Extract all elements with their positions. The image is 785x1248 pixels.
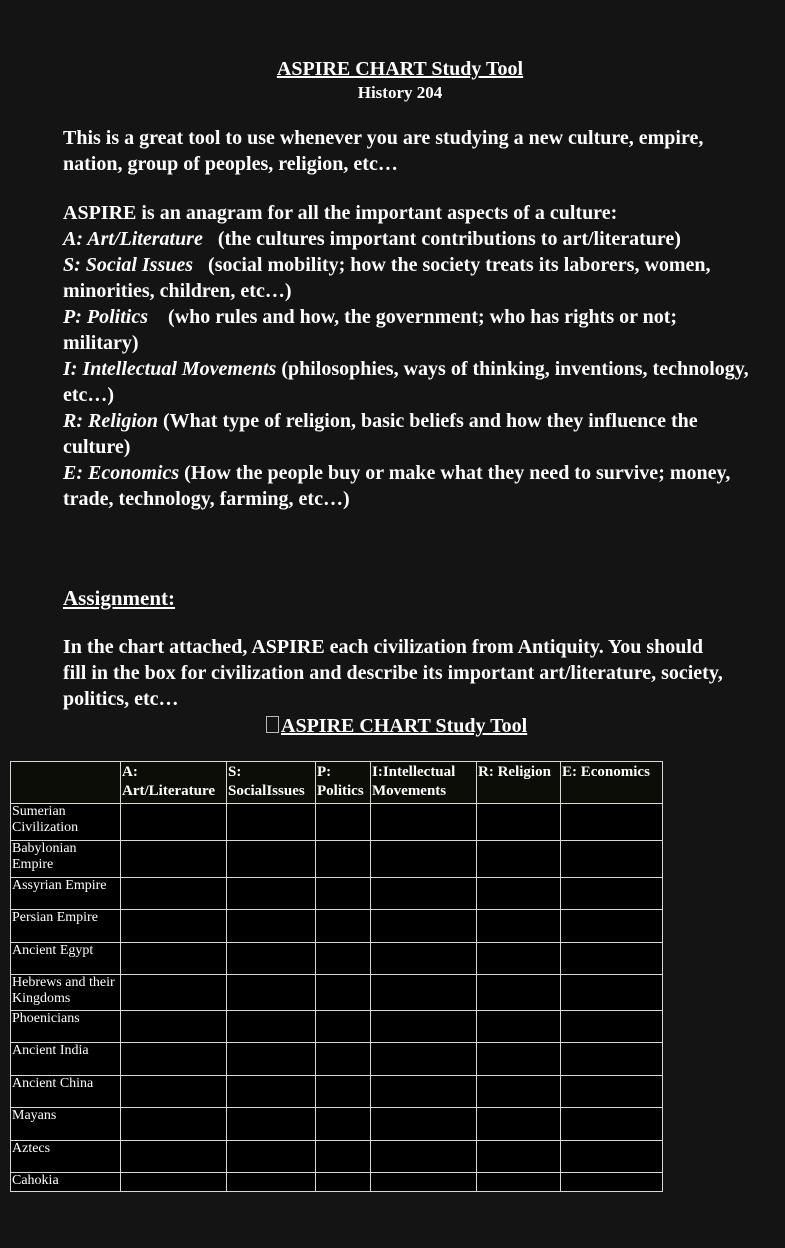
- table-cell[interactable]: [227, 1076, 316, 1108]
- aspire-desc: (philosophies, ways of thinking, inventions, technology, etc…): [63, 358, 749, 406]
- row-header: Babylonian Empire: [11, 841, 121, 878]
- table-cell[interactable]: [227, 1141, 316, 1173]
- table-cell[interactable]: [121, 804, 227, 841]
- table-cell[interactable]: [561, 975, 663, 1011]
- table-cell[interactable]: [477, 943, 561, 975]
- table-cell[interactable]: [561, 1043, 663, 1076]
- table-cell[interactable]: [121, 841, 227, 878]
- table-cell[interactable]: [371, 1011, 477, 1043]
- chart-header-row: [11, 762, 663, 804]
- column-header: P: Politics: [316, 762, 371, 804]
- table-row: [11, 975, 663, 1011]
- table-cell[interactable]: [316, 1011, 371, 1043]
- table-cell[interactable]: [121, 1076, 227, 1108]
- aspire-item-social: [63, 252, 753, 304]
- table-cell[interactable]: [121, 910, 227, 943]
- table-row: [11, 841, 663, 878]
- table-cell[interactable]: [371, 1173, 477, 1192]
- table-cell[interactable]: [477, 1173, 561, 1192]
- aspire-term: E: Economics: [63, 462, 180, 484]
- table-cell[interactable]: [371, 1076, 477, 1108]
- aspire-chart-table: [10, 761, 663, 1192]
- aspire-term: I: Intellectual Movements: [63, 358, 277, 380]
- table-cell[interactable]: [227, 841, 316, 878]
- table-cell[interactable]: [561, 804, 663, 841]
- aspire-item-art: [63, 226, 753, 252]
- aspire-desc: (who rules and how, the government; who has rights or not; military): [63, 306, 683, 354]
- table-cell[interactable]: [316, 1043, 371, 1076]
- table-cell[interactable]: [561, 943, 663, 975]
- column-header: S: SocialIssues: [227, 762, 316, 804]
- table-row: [11, 943, 663, 975]
- table-cell[interactable]: [561, 1076, 663, 1108]
- table-cell[interactable]: [477, 878, 561, 910]
- table-cell[interactable]: [561, 1141, 663, 1173]
- assignment-paragraph: In the chart attached, ASPIRE each civilization from Antiquity. You should fill in the box for civilization and describe its important art/literature, society, politics, etc…: [63, 636, 723, 710]
- table-cell[interactable]: [316, 1173, 371, 1192]
- aspire-term: S: Social Issues: [63, 254, 194, 276]
- row-header: Ancient China: [11, 1076, 121, 1108]
- table-cell[interactable]: [227, 878, 316, 910]
- table-row: [11, 1043, 663, 1076]
- row-header: Sumerian Civilization: [11, 804, 121, 841]
- table-cell[interactable]: [121, 1141, 227, 1173]
- assignment-heading: Assignment:: [63, 586, 176, 610]
- table-cell[interactable]: [227, 975, 316, 1011]
- table-cell[interactable]: [477, 1108, 561, 1141]
- table-cell[interactable]: [227, 943, 316, 975]
- missing-glyph-icon: [266, 716, 279, 733]
- row-header: Ancient Egypt: [11, 943, 121, 975]
- chart-title-text: ASPIRE CHART Study Tool: [281, 715, 528, 737]
- table-cell[interactable]: [121, 975, 227, 1011]
- aspire-lead: ASPIRE is an anagram for all the important aspects of a culture:: [63, 202, 618, 224]
- table-cell[interactable]: [477, 804, 561, 841]
- table-cell[interactable]: [227, 1011, 316, 1043]
- table-cell[interactable]: [371, 1043, 477, 1076]
- page-title: ASPIRE CHART Study Tool: [276, 58, 524, 80]
- table-cell[interactable]: [121, 1173, 227, 1192]
- table-cell[interactable]: [316, 943, 371, 975]
- table-row: [11, 1108, 663, 1141]
- table-cell[interactable]: [561, 1108, 663, 1141]
- row-header: Cahokia: [11, 1173, 121, 1192]
- aspire-desc: (the cultures important contributions to art/literature): [202, 228, 681, 250]
- table-cell[interactable]: [316, 1108, 371, 1141]
- table-cell[interactable]: [371, 910, 477, 943]
- table-cell[interactable]: [227, 1173, 316, 1192]
- table-cell[interactable]: [121, 878, 227, 910]
- table-cell[interactable]: [477, 910, 561, 943]
- column-header: A: Art/Literature: [121, 762, 227, 804]
- table-cell[interactable]: [316, 1076, 371, 1108]
- row-header: Aztecs: [11, 1141, 121, 1173]
- table-cell[interactable]: [477, 1076, 561, 1108]
- table-row: [11, 878, 663, 910]
- table-cell[interactable]: [371, 975, 477, 1011]
- chart-title: [266, 714, 527, 738]
- table-cell[interactable]: [227, 910, 316, 943]
- row-header: Mayans: [11, 1108, 121, 1141]
- table-cell[interactable]: [371, 1141, 477, 1173]
- row-header: Phoenicians: [11, 1011, 121, 1043]
- aspire-term: P: Politics: [63, 306, 148, 328]
- aspire-desc: (How the people buy or make what they need to survive; money, trade, technology, farming, etc…): [63, 462, 731, 510]
- table-cell[interactable]: [371, 943, 477, 975]
- aspire-term: A: Art/Literature: [63, 228, 203, 250]
- table-cell[interactable]: [316, 1141, 371, 1173]
- table-cell[interactable]: [477, 1141, 561, 1173]
- table-cell[interactable]: [227, 804, 316, 841]
- table-cell[interactable]: [316, 841, 371, 878]
- aspire-desc: (social mobility; how the society treats its laborers, women, minorities, children, etc…): [63, 254, 716, 302]
- table-row: [11, 1141, 663, 1173]
- table-row: [11, 1076, 663, 1108]
- column-header: E: Economics: [561, 762, 663, 804]
- table-cell[interactable]: [561, 1173, 663, 1192]
- aspire-item-intellectual: [63, 356, 753, 408]
- table-cell[interactable]: [316, 878, 371, 910]
- course-subtitle: History 204: [357, 83, 443, 102]
- table-cell[interactable]: [561, 878, 663, 910]
- table-cell[interactable]: [227, 1043, 316, 1076]
- table-cell[interactable]: [316, 910, 371, 943]
- row-header: Assyrian Empire: [11, 878, 121, 910]
- table-cell[interactable]: [561, 910, 663, 943]
- table-cell[interactable]: [477, 1011, 561, 1043]
- table-cell[interactable]: [227, 1108, 316, 1141]
- table-cell[interactable]: [371, 804, 477, 841]
- table-cell[interactable]: [477, 975, 561, 1011]
- table-row: [11, 1011, 663, 1043]
- column-header: I:Intellectual Movements: [371, 762, 477, 804]
- table-row: [11, 910, 663, 943]
- table-cell[interactable]: [477, 841, 561, 878]
- table-cell[interactable]: [316, 804, 371, 841]
- corner-cell: [11, 762, 121, 804]
- table-cell[interactable]: [561, 1011, 663, 1043]
- table-cell[interactable]: [371, 841, 477, 878]
- intro-paragraph: This is a great tool to use whenever you are studying a new culture, empire, nation, group of peoples, religion, etc…: [63, 127, 704, 175]
- aspire-term: R: Religion: [63, 410, 159, 432]
- table-cell[interactable]: [121, 1011, 227, 1043]
- table-cell[interactable]: [477, 1043, 561, 1076]
- row-header: Ancient India: [11, 1043, 121, 1076]
- table-row: [11, 1173, 663, 1192]
- table-row: [11, 804, 663, 841]
- aspire-definition: [63, 200, 753, 512]
- column-header: R: Religion: [477, 762, 561, 804]
- aspire-item-economics: [63, 460, 753, 512]
- row-header: Hebrews and their Kingdoms: [11, 975, 121, 1011]
- table-cell[interactable]: [371, 878, 477, 910]
- table-cell[interactable]: [121, 1043, 227, 1076]
- table-cell[interactable]: [561, 841, 663, 878]
- table-cell[interactable]: [316, 975, 371, 1011]
- table-cell[interactable]: [371, 1108, 477, 1141]
- aspire-item-religion: [63, 408, 753, 460]
- row-header: Persian Empire: [11, 910, 121, 943]
- aspire-desc: (What type of religion, basic beliefs and how they influence the culture): [63, 410, 698, 458]
- table-cell[interactable]: [121, 1108, 227, 1141]
- aspire-item-politics: [63, 304, 753, 356]
- table-cell[interactable]: [121, 943, 227, 975]
